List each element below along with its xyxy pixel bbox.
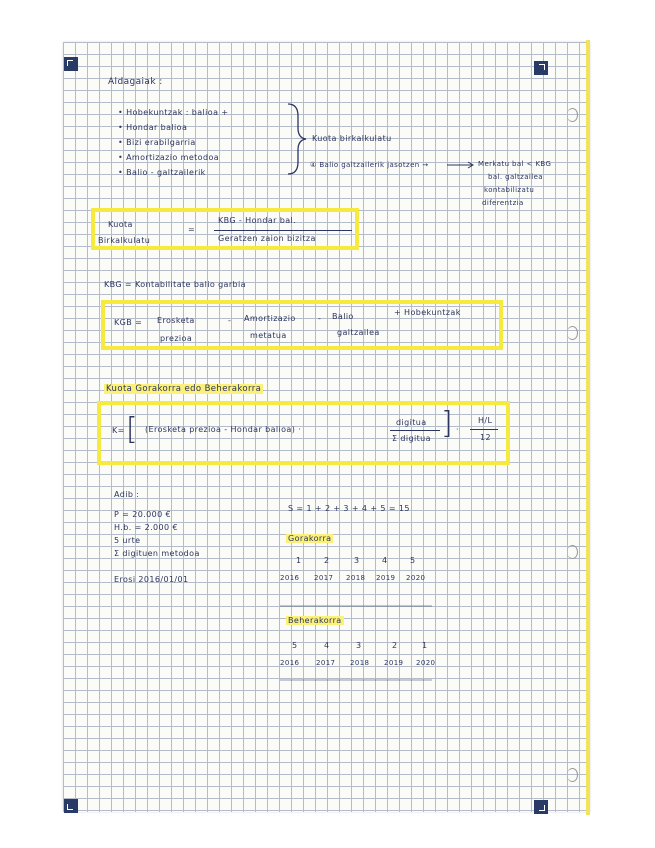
formula2-term: Amortizazio bbox=[244, 314, 296, 323]
example-line: Σ digituen metodoa bbox=[114, 549, 200, 558]
beherakorra-year: 2020 bbox=[416, 659, 436, 667]
formula2-term: - bbox=[318, 314, 322, 323]
gorakorra-year: 2019 bbox=[376, 574, 396, 582]
beherakorra-year: 2019 bbox=[384, 659, 404, 667]
example-line: 5 urte bbox=[114, 536, 141, 545]
formula3-lhs: K= bbox=[112, 426, 125, 435]
gorakorra-year: 2020 bbox=[406, 574, 426, 582]
formula1-equals: = bbox=[188, 225, 196, 234]
formula2-term: Erosketa bbox=[157, 316, 195, 325]
gorakorra-digit: 4 bbox=[382, 556, 388, 565]
gorakorra-digit: 5 bbox=[410, 556, 416, 565]
fraction-bar bbox=[470, 429, 498, 430]
digit-sum: S = 1 + 2 + 3 + 4 + 5 = 15 bbox=[288, 504, 410, 513]
formula1-lhs-top: Kuota bbox=[108, 220, 133, 229]
gorakorra-title: Gorakorra bbox=[288, 534, 332, 543]
formula2-subterm: galtzailea bbox=[337, 328, 380, 337]
gorakorra-year: 2018 bbox=[346, 574, 366, 582]
beherakorra-digit: 5 bbox=[292, 641, 298, 650]
formula1-numerator: KBG - Hondar bal. bbox=[218, 216, 297, 225]
list-item: • Hobekuntzak : balioa + bbox=[118, 108, 229, 117]
page-heading: Aldagaiak : bbox=[108, 77, 163, 87]
formula3-mult: · bbox=[456, 425, 459, 434]
beherakorra-digit: 2 bbox=[392, 641, 398, 650]
beherakorra-year: 2017 bbox=[316, 659, 336, 667]
formula3-body: (Erosketa prezioa - Hondar balioa) · bbox=[145, 425, 302, 434]
right-bracket: ] bbox=[441, 406, 454, 441]
fraction-bar bbox=[214, 230, 352, 231]
list-item: • Bizi erabilgarria bbox=[118, 138, 196, 147]
beherakorra-digit: 4 bbox=[324, 641, 330, 650]
formula1-denominator: Geratzen zaion bizitza bbox=[218, 234, 316, 243]
side-note-line: diferentzia bbox=[482, 199, 524, 207]
formula3-month-num: H/L bbox=[478, 416, 493, 425]
brace-note: ④ Balio galtzailerik jasotzen → bbox=[310, 161, 429, 169]
side-note-line: Merkatu bal < KBG bbox=[478, 160, 552, 168]
beherakorra-digit: 1 bbox=[422, 641, 428, 650]
formula2-subterm: metatua bbox=[250, 331, 287, 340]
side-note-line: bal. galtzailea bbox=[488, 173, 543, 181]
left-bracket: [ bbox=[126, 412, 139, 447]
example-label: Adib : bbox=[114, 490, 140, 499]
formula2-subterm: prezioa bbox=[160, 334, 193, 343]
formula2-lhs: KGB = bbox=[114, 318, 143, 327]
brace-result: Kuota birkalkulatu bbox=[312, 134, 392, 143]
beherakorra-title: Beherakorra bbox=[288, 616, 342, 625]
gorakorra-year: 2017 bbox=[314, 574, 334, 582]
example-line: P = 20.000 € bbox=[114, 510, 172, 519]
formula2-term: Balio bbox=[332, 312, 354, 321]
gorakorra-digit: 2 bbox=[324, 556, 330, 565]
kbg-definition: KBG = Kontabilitate balio garbia bbox=[104, 280, 246, 289]
formula3-frac-num: digitua bbox=[396, 418, 427, 427]
formula3-month-den: 12 bbox=[480, 433, 491, 442]
formula2-term: + Hobekuntzak bbox=[394, 308, 461, 317]
gorakorra-digit: 3 bbox=[354, 556, 360, 565]
formula3-frac-den: Σ digitua bbox=[392, 434, 431, 443]
side-note-line: kontabilizatu bbox=[484, 186, 535, 194]
example-date: Erosi 2016/01/01 bbox=[114, 575, 189, 584]
gorakorra-digit: 1 bbox=[296, 556, 302, 565]
list-item: • Balio - galtzailerik bbox=[118, 168, 206, 177]
section-title: Kuota Gorakorra edo Beherakorra bbox=[106, 384, 262, 394]
list-item: • Hondar balioa bbox=[118, 123, 188, 132]
gorakorra-year: 2016 bbox=[280, 574, 300, 582]
list-item: • Amortizazio metodoa bbox=[118, 153, 220, 162]
beherakorra-year: 2016 bbox=[280, 659, 300, 667]
beherakorra-digit: 3 bbox=[356, 641, 362, 650]
fraction-bar bbox=[390, 430, 440, 431]
formula2-term: - bbox=[228, 316, 232, 325]
beherakorra-year: 2018 bbox=[350, 659, 370, 667]
formula1-lhs-bottom: Birkalkulatu bbox=[98, 236, 151, 245]
example-line: H.b. = 2.000 € bbox=[114, 523, 178, 532]
